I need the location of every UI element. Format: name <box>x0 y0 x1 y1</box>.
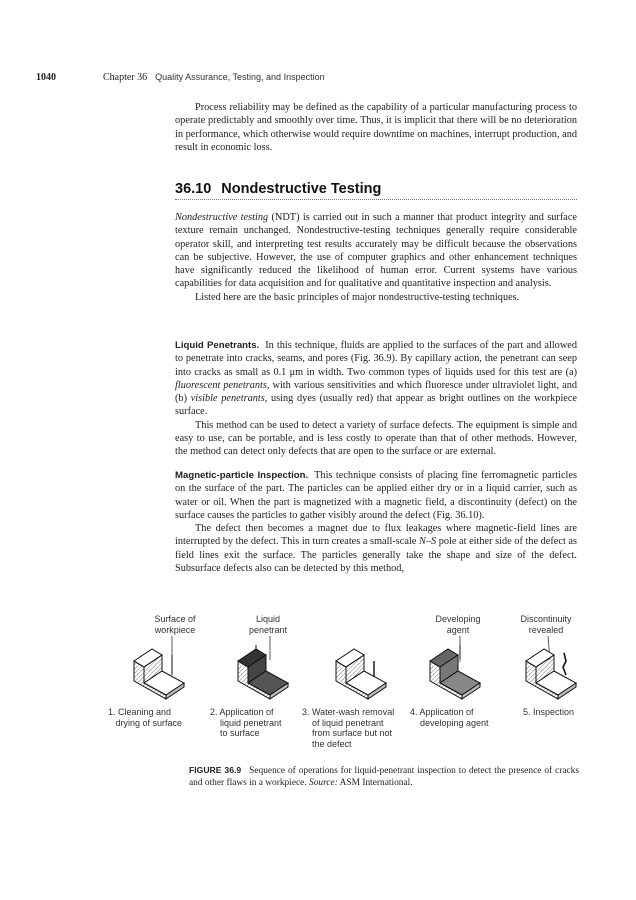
step-2-label: 2. Application of liquid penetrant to surface <box>210 707 282 738</box>
label-developing-agent: Developing agent <box>435 614 481 635</box>
magnetic-text-2b: pole at either side of the defect as field lines exit the surface. The particles generally take the shape and size of the defect. Subsurface defects also can be detected by this method, <box>175 536 577 575</box>
magnetic-text-1: This technique consists of placing fine ferromagnetic particles on the surface of the part. The particles can be applied either dry or in a liquid carrier, such as water or oil. When the part is magnetized with a magnetic field, a discontinuity (defect) on the surface causes the particles to gather visibly around the defect (Fig. 36.10). <box>175 470 577 521</box>
step5-workpiece-diagram <box>520 637 584 701</box>
ndt-paragraph-1-text: (NDT) is carried out in such a manner that product integrity and surface texture remain unchanged. Nondestructive-testing techniques generally require considerable operator skill, and interpreting test results accurately may be difficult because the observations can be subjective. However, the use of computer graphics and other enhancement techniques have significantly reduced the likelihood of human error. Current systems have various capabilities for data acquisition and for qualitative and quantitative inspection and analysis. <box>175 212 578 290</box>
figure-caption-label: FIGURE 36.9 <box>189 765 242 775</box>
chapter-title: Quality Assurance, Testing, and Inspection <box>155 72 325 82</box>
liquid-term-fluorescent: fluorescent penetrants, <box>175 379 270 391</box>
chapter-label: Chapter 36 <box>103 72 148 83</box>
page-number: 1040 <box>36 72 56 83</box>
step-1-label: 1. Cleaning and drying of surface <box>108 707 183 728</box>
label-liquid-penetrant: Liquid penetrant <box>248 614 288 635</box>
figure-caption-body: Sequence of operations for liquid-penetrant inspection to detect the presence of cracks and other flaws in a workpiece. <box>189 766 579 788</box>
step2-workpiece-diagram <box>232 637 296 701</box>
figure-source-label: Source: <box>309 778 338 788</box>
ndt-term: Nondestructive testing <box>175 212 269 223</box>
label-discontinuity-revealed: Discontinuity revealed <box>520 614 572 635</box>
step-3-label: 3. Water-wash removal of liquid penetrant from surface but not the defect <box>302 707 395 749</box>
step4-workpiece-diagram <box>424 637 488 701</box>
liquid-term-visible: visible penetrants, <box>190 393 268 405</box>
magnetic-text-2a: The defect then becomes a magnet due to flux leakages where magnetic-field lines are interrupted by the defect. This in turn creates a small-scale <box>175 523 577 548</box>
label-surface-of-workpiece: Surface of workpiece <box>154 614 196 635</box>
figure-source-text: ASM International. <box>339 778 413 788</box>
magnetic-ns-term: N–S <box>418 536 437 548</box>
figure-caption-text <box>189 764 579 789</box>
liquid-paragraph-2: This method can be used to detect a variety of surface defects. The equipment is simple and easy to use, can be portable, and is less costly to operate than that of other methods. However, the method can detect only defects that are open to the surface or are external. <box>175 419 577 458</box>
liquid-text-c: using dyes (usually red) that appear as bright outlines on the workpiece surface. <box>175 393 577 418</box>
section-number: 36.10 <box>175 181 212 197</box>
magnetic-heading: Magnetic-particle Inspection. <box>175 470 309 481</box>
step-5-label: 5. Inspection <box>523 707 575 717</box>
liquid-heading: Liquid Penetrants. <box>175 340 260 351</box>
step1-workpiece-diagram <box>128 637 192 701</box>
step3-workpiece-diagram <box>330 637 394 701</box>
figure-caption <box>189 764 579 789</box>
step-4-label: 4. Application of developing agent <box>410 707 489 728</box>
liquid-text-b: with various sensitivities and which fluoresce under ultraviolet light, and (b) <box>175 379 577 405</box>
intro-paragraph: Process reliability may be defined as the capability of a particular manufacturing process to operate predictably and smoothly over time. Thus, it is implicit that there will be no deterioration in performance, which otherwise would require downtime on machines, interrupt production, and result in economic loss. <box>175 102 577 153</box>
ndt-paragraph-2: Listed here are the basic principles of major nondestructive-testing techniques. <box>195 291 520 303</box>
section-title: Nondestructive Testing <box>221 181 382 197</box>
liquid-text-a: In this technique, fluids are applied to the surfaces of the part and allowed to penetrate into cracks, seams, and pores (Fig. 36.9). By capillary action, the penetrant can seep into cracks as small as 0.1 μm in width. Two common types of liquids used for this test are (a) <box>175 340 577 378</box>
